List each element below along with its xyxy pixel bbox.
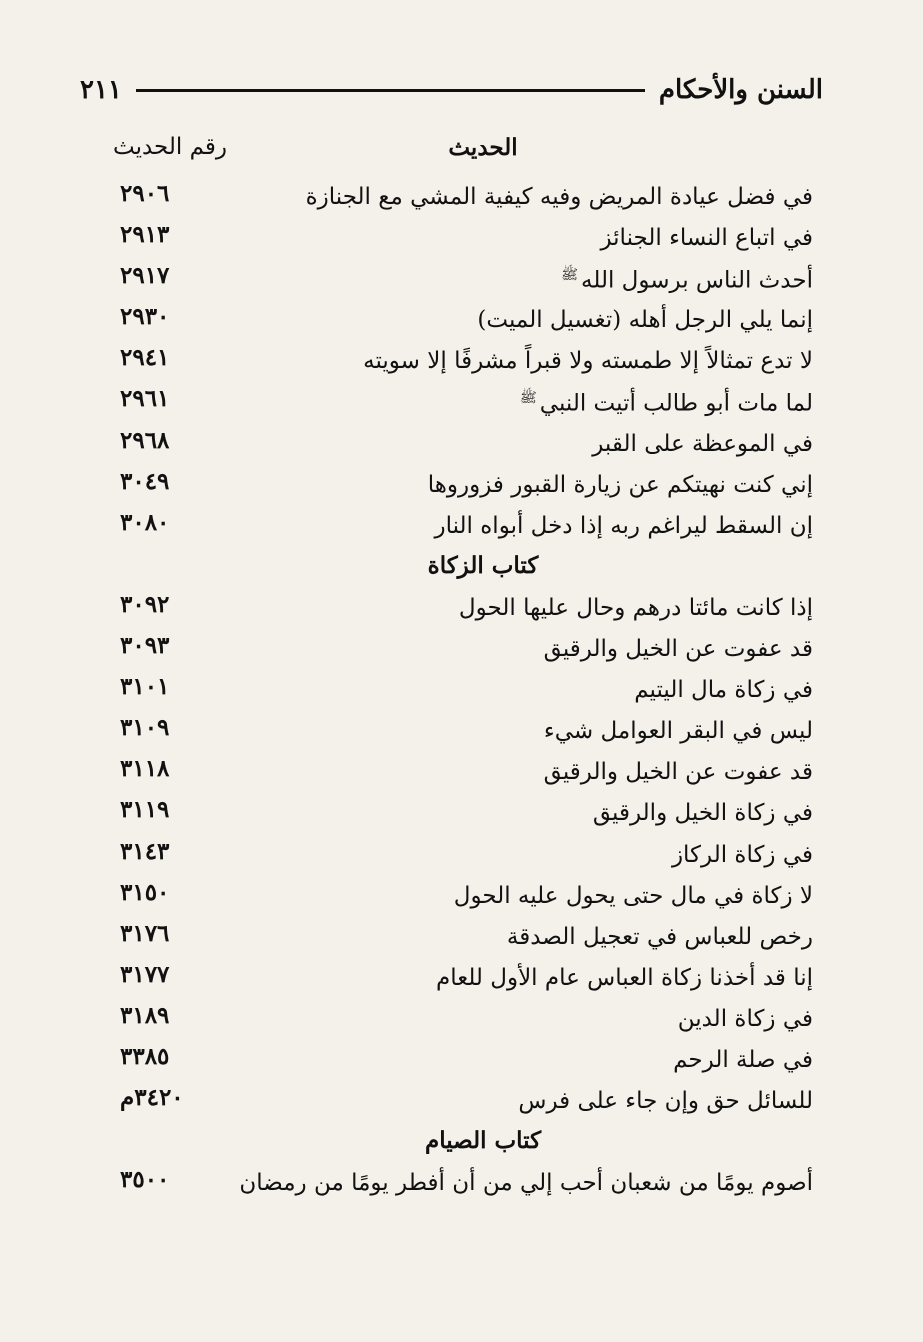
hadith-title xyxy=(673,1047,813,1073)
hadith-title xyxy=(454,883,813,909)
honorific-glyph: ﷺ xyxy=(561,267,578,284)
hadith-column-heading: الحديث xyxy=(448,134,518,161)
hadith-entry xyxy=(0,1043,923,1084)
hadith-entry xyxy=(0,961,923,1002)
hadith-number: ٣١٤٣ xyxy=(120,837,170,865)
hadith-number: ٢٩٤١ xyxy=(120,344,170,372)
honorific-glyph: ﷺ xyxy=(519,390,537,407)
hadith-number: ٢٩٦٨ xyxy=(120,426,170,454)
hadith-title xyxy=(561,266,813,294)
hadith-number: ٣١١٨ xyxy=(120,755,170,783)
hadith-title xyxy=(306,184,813,210)
hadith-text: أحدث الناس برسول الله xyxy=(581,267,813,294)
hadith-entry xyxy=(0,303,923,344)
hadith-number: ٣١٧٦ xyxy=(120,919,170,947)
hadith-text: إن السقط ليراغم ربه إذا دخل أبواه النار xyxy=(434,512,813,539)
section-title: كتاب الزكاة xyxy=(427,551,539,579)
hadith-entry xyxy=(0,632,923,673)
hadith-entry xyxy=(0,838,923,879)
hadith-number: ٣٠٩٣ xyxy=(120,632,170,660)
hadith-number: ٢٩٠٦ xyxy=(120,180,170,207)
hadith-text: أصوم يومًا من شعبان أحب إلي من أن أفطر يومًا من رمضان xyxy=(239,1170,813,1197)
hadith-entry xyxy=(0,385,923,426)
hadith-number: ٢٩٣٠ xyxy=(120,303,170,331)
hadith-title xyxy=(434,513,813,539)
hadith-title xyxy=(672,842,813,868)
hadith-text: قد عفوت عن الخيل والرقيق xyxy=(543,759,813,786)
hadith-title xyxy=(428,472,813,498)
hadith-text: في صلة الرحم xyxy=(673,1046,813,1073)
hadith-entry xyxy=(0,262,923,303)
hadith-number: ٣١٠١ xyxy=(120,673,170,701)
hadith-number: ٣١١٩ xyxy=(120,796,170,824)
hadith-number: ٢٩٦١ xyxy=(120,385,170,413)
hadith-title xyxy=(634,677,813,703)
hadith-text: في زكاة الركاز xyxy=(671,841,813,868)
hadith-title xyxy=(544,636,813,662)
hadith-entry xyxy=(0,755,923,796)
hadith-number: ٣١٥٠ xyxy=(120,878,170,906)
hadith-text: إنا قد أخذنا زكاة العباس عام الأول للعام xyxy=(435,964,813,991)
hadith-entry xyxy=(0,1002,923,1043)
section-row xyxy=(0,1125,923,1166)
hadith-entry xyxy=(0,180,923,221)
hadith-number: ٣٣٨٥ xyxy=(120,1042,170,1070)
number-column-heading: رقم الحديث xyxy=(112,134,228,160)
hadith-entry xyxy=(0,673,923,714)
hadith-text: إنما يلي الرجل أهله (تغسيل الميت) xyxy=(477,307,813,334)
hadith-text: رخص للعباس في تعجيل الصدقة xyxy=(506,923,813,950)
hadith-title xyxy=(239,1170,813,1196)
hadith-text: إذا كانت مائتا درهم وحال عليها الحول xyxy=(458,594,813,621)
hadith-text: في فضل عيادة المريض وفيه كيفية المشي مع الجنازة xyxy=(305,184,813,210)
hadith-text: قد عفوت عن الخيل والرقيق xyxy=(543,636,813,663)
hadith-title xyxy=(459,595,813,621)
hadith-number: ٢٩١٧ xyxy=(120,262,170,290)
hadith-text: في اتباع النساء الجنائز xyxy=(600,225,813,252)
hadith-text: في الموعظة على القبر xyxy=(592,430,813,457)
hadith-number: ٣١٧٧ xyxy=(120,960,170,988)
section-title: كتاب الصيام xyxy=(424,1127,542,1155)
page-number: ٢١١ xyxy=(80,75,122,105)
hadith-text: ليس في البقر العوامل شيء xyxy=(543,718,813,745)
hadith-text: لا تدع تمثالاً إلا طمسته ولا قبراً مشرفًا إلا سويته xyxy=(363,348,813,375)
hadith-entry xyxy=(0,714,923,755)
hadith-title xyxy=(678,1006,813,1032)
hadith-title xyxy=(477,307,813,333)
hadith-entry xyxy=(0,920,923,961)
section-row xyxy=(0,550,923,591)
hadith-number: ٣٠٤٩ xyxy=(120,467,170,495)
hadith-text: في زكاة الخيل والرقيق xyxy=(592,800,813,827)
hadith-title xyxy=(544,759,813,785)
column-headings xyxy=(0,134,923,174)
hadith-number: ٣٥٠٠ xyxy=(120,1166,170,1194)
hadith-title xyxy=(518,1088,813,1114)
hadith-title xyxy=(592,431,813,457)
hadith-number: ٣٠٩٢ xyxy=(120,590,170,618)
hadith-entry xyxy=(0,879,923,920)
hadith-text: في زكاة الدين xyxy=(677,1005,813,1032)
hadith-number: ٣٠٨٠ xyxy=(120,508,170,536)
hadith-entry xyxy=(0,344,923,385)
hadith-title xyxy=(507,924,813,950)
hadith-entry xyxy=(0,468,923,509)
hadith-text: لما مات أبو طالب أتيت النبي xyxy=(539,391,813,418)
hadith-entry xyxy=(0,509,923,550)
hadith-entry xyxy=(0,796,923,837)
hadith-title xyxy=(593,800,813,826)
header-rule xyxy=(136,89,645,92)
hadith-text: للسائل حق وإن جاء على فرس xyxy=(518,1088,813,1115)
hadith-entry xyxy=(0,1166,923,1207)
hadith-title xyxy=(436,965,813,991)
hadith-number: ٣١٠٩ xyxy=(120,714,170,742)
hadith-number: ٣١٨٩ xyxy=(120,1001,170,1029)
hadith-entry xyxy=(0,221,923,262)
hadith-number: ٣٤٢٠م xyxy=(120,1084,184,1112)
running-header xyxy=(80,70,823,110)
hadith-title xyxy=(363,348,813,374)
hadith-text: لا زكاة في مال حتى يحول عليه الحول xyxy=(453,882,813,909)
hadith-title xyxy=(520,389,813,417)
hadith-entry xyxy=(0,427,923,468)
hadith-number: ٢٩١٣ xyxy=(120,221,170,249)
hadith-entry xyxy=(0,591,923,632)
book-title: السنن والأحكام xyxy=(658,75,823,105)
hadith-index-list xyxy=(0,180,923,1207)
hadith-entry xyxy=(0,1084,923,1125)
hadith-title xyxy=(544,718,813,744)
hadith-text: في زكاة مال اليتيم xyxy=(634,677,813,704)
hadith-text: إني كنت نهيتكم عن زيارة القبور فزوروها xyxy=(427,471,813,498)
hadith-title xyxy=(600,225,813,251)
